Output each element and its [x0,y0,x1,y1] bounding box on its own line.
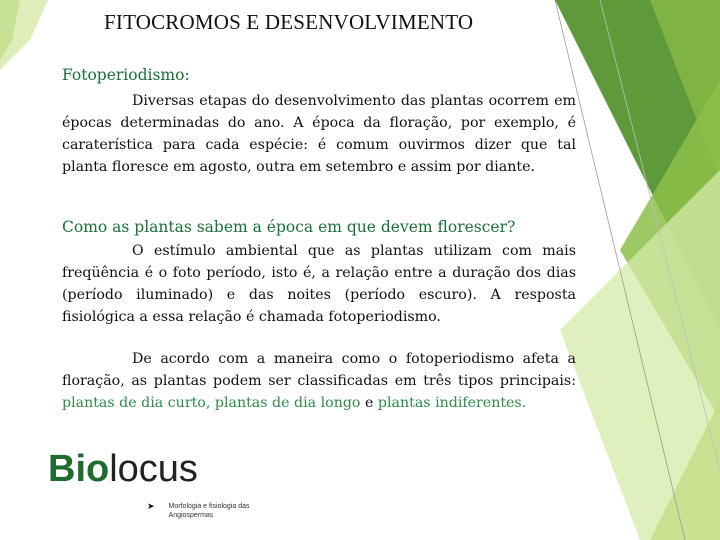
logo-bio: Bio [48,448,110,490]
footer-text: Morfologia e fisiologia das Angiospermas [168,503,250,519]
section-paragraph-fotoperiodismo: Diversas etapas do desenvolvimento das plantas ocorrem em épocas determinadas do ano. A época da floração, por exemplo, é caraterística para cada espécie: é comum ouvirmos dizer que tal planta floresce em agosto, outra em setembro e assim por diante. [62,93,576,175]
arrow-bullet-icon: ➤ [147,501,155,511]
type-indifferent: plantas indiferentes. [377,395,527,411]
section-heading-question: Como as plantas sabem a época em que devem florescer? [62,218,516,236]
closing-conjunction: e [364,395,374,411]
closing-paragraph [62,348,576,414]
closing-lead: De acordo com a maneira como o fotoperiodismo afeta a floração, as plantas podem ser classificadas em três tipos principais: [62,351,576,389]
footer-note [147,502,281,520]
section-heading-fotoperiodismo: Fotoperiodismo: [62,66,190,84]
section-paragraph-stimulus: O estímulo ambiental que as plantas utilizam com mais freqüência é o foto período, isto é, a relação entre a duração dos dias (período iluminado) e das noites (período escuro). A resposta fisiológica a essa relação é chamada fotoperiodismo. [62,243,576,325]
slide-title: FITOCROMOS E DESENVOLVIMENTO [104,10,474,34]
logo-locus: locus [109,448,198,490]
biolocus-logo [48,446,198,492]
type-short-day: plantas de dia curto, [62,395,211,411]
type-long-day: plantas de dia longo [214,395,361,411]
